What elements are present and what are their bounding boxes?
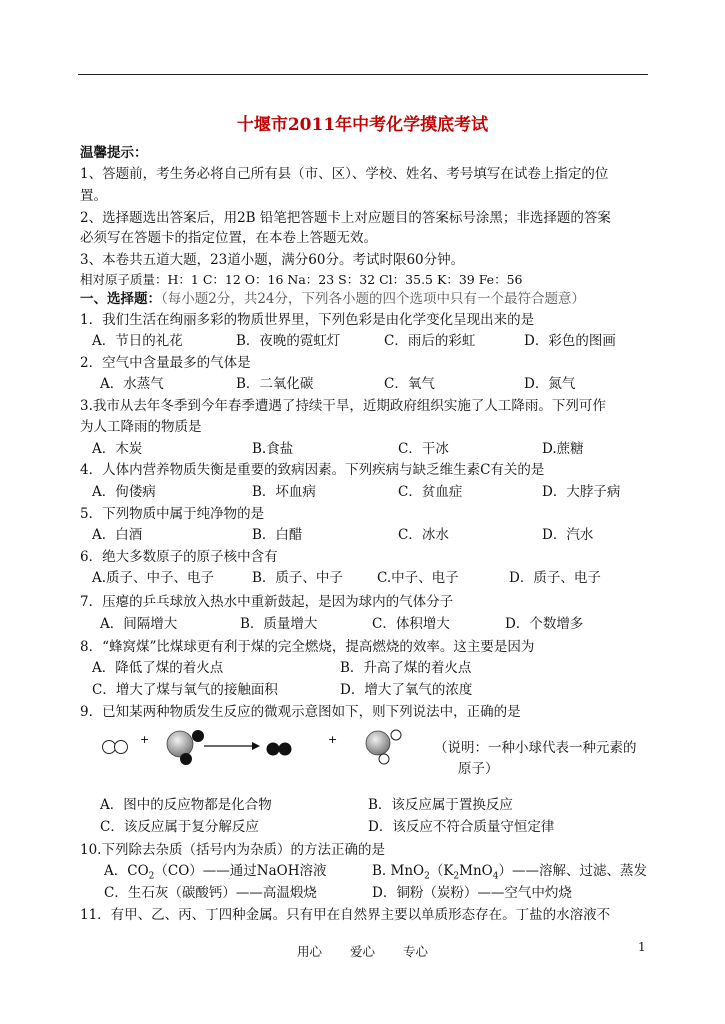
q3-stem: 3.我市从去年冬季到今年春季遭遇了持续干旱，近期政府组织实施了人工降雨。下列可作 (80, 398, 606, 414)
q7-stem: 7．压瘪的乒乓球放入热水中重新鼓起，是因为球内的气体分子 (80, 594, 454, 610)
q9-option-c: C．该反应属于复分解反应 (100, 819, 259, 835)
reaction-arrowhead (252, 742, 260, 750)
tip-1-cont: 置。 (80, 188, 107, 204)
q6-option-d: D．质子、电子 (509, 570, 601, 586)
atomic-masses: 相对原子质量：H：1 C：12 O：16 Na：23 S：32 Cl：35.5 K：39 Fe：56 (80, 272, 523, 287)
q10-option-a (104, 861, 327, 881)
q2-option-b: B．二氧化碳 (236, 376, 314, 392)
q9-option-b: B．该反应属于置换反应 (368, 797, 513, 813)
q10-option-d: D．铜粉（炭粉）——空气中灼烧 (372, 885, 572, 901)
q3-option-c: C．干冰 (398, 441, 449, 457)
q9-option-d: D．该反应不符合质量守恒定律 (368, 819, 555, 835)
page-number: 1 (638, 940, 646, 954)
q11-stem: 11．有甲、乙、丙、丁四种金属。只有甲在自然界主要以单质形态存在。丁盐的水溶液不 (80, 907, 611, 923)
q5-option-c: C．冰水 (398, 527, 449, 543)
tip-1: 1、答题前，考生务必将自己所有县（市、区）、学校、姓名、考号填写在试卷上指定的位 (80, 166, 609, 182)
atom-black (192, 730, 204, 742)
footer-word-1: 用心 (296, 944, 322, 959)
q10-a-post: （CO）——通过NaOH溶液 (154, 863, 327, 879)
atom-black (267, 743, 280, 756)
q10-a-sub: 2 (148, 871, 155, 882)
q9-stem: 9．已知某两种物质发生反应的微观示意图如下，则下列说法中，正确的是 (80, 704, 521, 720)
q5-option-a: A．白酒 (92, 527, 143, 543)
q10-stem: 10.下列除去杂质（括号内为杂质）的方法正确的是 (80, 842, 385, 858)
plus-sign-1: + (140, 733, 150, 746)
q2-stem: 2．空气中含量最多的气体是 (80, 355, 251, 371)
q10-b-pre: B. MnO (372, 863, 425, 879)
atom-gray (366, 731, 390, 755)
q4-option-d: D．大脖子病 (542, 484, 621, 500)
q1-option-d: D．彩色的图画 (524, 333, 616, 349)
q1-option-c: C．雨后的彩虹 (384, 333, 476, 349)
footer-word-3: 专心 (402, 944, 428, 959)
tip-2-cont: 必须写在答题卡的指定位置，在本卷上答题无效。 (80, 230, 377, 246)
q6-option-b: B．质子、中子 (252, 570, 343, 586)
q7-option-b: B．质量增大 (240, 616, 318, 632)
atom-white (103, 741, 116, 754)
atom-gray (167, 731, 193, 757)
atom-black (180, 753, 192, 765)
q7-option-d: D．个数增多 (505, 616, 584, 632)
q4-option-b: B．坏血病 (252, 484, 316, 500)
q5-stem: 5．下列物质中属于纯净物的是 (80, 506, 265, 522)
q6-stem: 6．绝大多数原子的原子核中含有 (80, 549, 278, 565)
q8-option-a: A．降低了煤的着火点 (92, 660, 224, 676)
reaction-diagram (100, 726, 430, 774)
q5-option-d: D．汽水 (542, 527, 594, 543)
q9-option-a: A．图中的反应物都是化合物 (100, 797, 272, 813)
header-rule (78, 74, 648, 75)
q10-b-mid: （K (429, 863, 454, 879)
q8-option-b: B．升高了煤的着火点 (340, 660, 472, 676)
atom-black (279, 743, 292, 756)
q10-option-c: C．生石灰（碳酸钙）——高温煅烧 (104, 885, 317, 901)
q7-option-c: C．体积增大 (372, 616, 450, 632)
exam-title: 十堰市2011年中考化学摸底考试 (236, 115, 489, 135)
tips-heading: 温馨提示： (80, 145, 148, 161)
q2-option-c: C．氧气 (384, 376, 435, 392)
q1-stem: 1．我们生活在绚丽多彩的物质世界里，下列色彩是由化学变化呈现出来的是 (80, 312, 535, 328)
q10-b-sub2: 2 (453, 871, 460, 882)
q4-option-a: A．佝偻病 (92, 484, 156, 500)
q3-option-a: A．木炭 (92, 441, 143, 457)
q9-note-1: （说明：一种小球代表一种元素的 (434, 740, 637, 756)
tip-2: 2、选择题选出答案后，用2B 铅笔把答题卡上对应题目的答案标号涂黑；非选择题的答案 (80, 210, 611, 226)
q6-option-a: A.质子、中子、电子 (92, 570, 215, 586)
q8-stem: 8．“蜂窝煤”比煤球更有利于煤的完全燃烧，提高燃烧的效率。这主要是因为 (80, 639, 535, 655)
q10-b-mid2: MnO (459, 863, 493, 879)
q1-option-a: A．节日的礼花 (92, 333, 183, 349)
q7-option-a: A．间隔增大 (100, 616, 178, 632)
page-footer (0, 942, 725, 960)
footer-word-2: 爱心 (349, 944, 375, 959)
q9-note-2: 原子） (458, 761, 499, 777)
q3-option-d: D.蔗糖 (542, 441, 584, 457)
q3-option-b: B.食盐 (252, 441, 294, 457)
section-1-heading (80, 289, 585, 309)
q10-option-b (372, 861, 647, 881)
q8-option-c: C．增大了煤与氧气的接触面积 (92, 682, 278, 698)
q3-stem-cont: 为人工降雨的物质是 (80, 419, 202, 435)
q2-option-d: D．氮气 (524, 376, 576, 392)
q4-stem: 4．人体内营养物质失衡是重要的致病因素。下列疾病与缺乏维生素C有关的是 (80, 462, 545, 478)
q10-b-sub: 2 (424, 871, 430, 882)
q6-option-c: C.中子、电子 (377, 570, 459, 586)
section-1-label: 一、选择题： (80, 291, 161, 307)
section-1-note: （每小题2分，共24分，下列各小题的四个选项中只有一个最符合题意） (161, 291, 586, 307)
q10-b-post: ）——溶解、过滤、蒸发 (498, 863, 647, 879)
q2-option-a: A．水蒸气 (100, 376, 164, 392)
atom-white (379, 754, 389, 764)
plus-sign-2: + (328, 733, 338, 746)
tip-3: 3、本卷共五道大题，23道小题，满分60分。考试时限60分钟。 (80, 252, 465, 268)
q8-option-d: D．增大了氧气的浓度 (340, 682, 473, 698)
q10-b-sub3: 4 (492, 871, 499, 882)
atom-white (115, 741, 128, 754)
q1-option-b: B．夜晚的霓虹灯 (236, 333, 341, 349)
q5-option-b: B．白醋 (252, 527, 303, 543)
q10-a-pre: A．CO (104, 863, 149, 879)
atom-white (391, 730, 401, 740)
q4-option-c: C．贫血症 (398, 484, 463, 500)
